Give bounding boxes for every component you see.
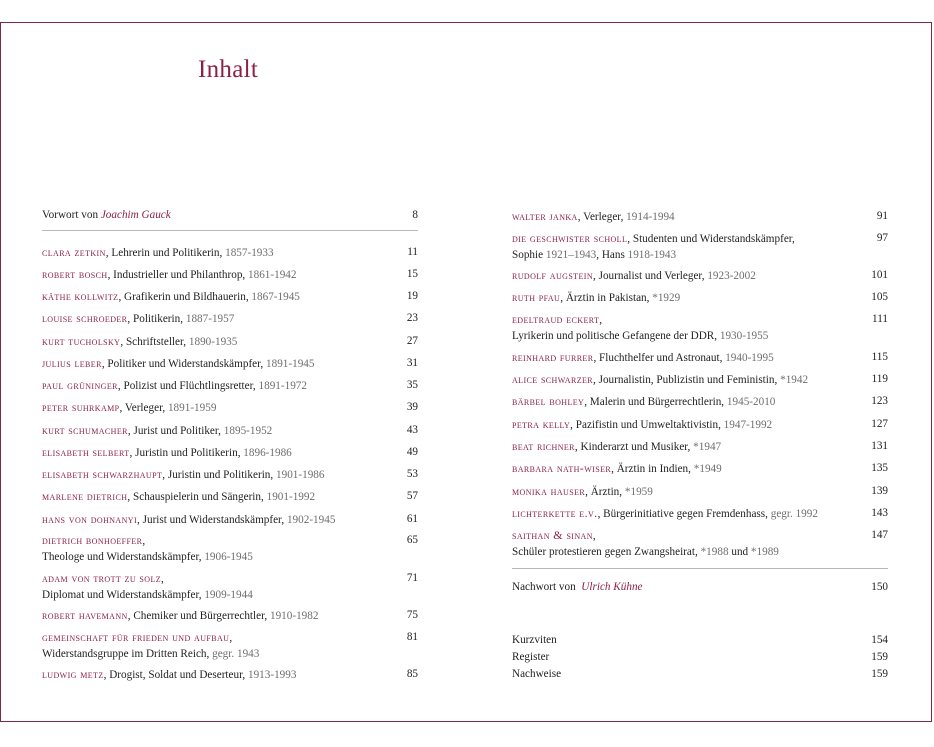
toc-entry bbox=[42, 570, 418, 603]
entry-desc: , Ärztin in Pakistan, bbox=[560, 292, 653, 304]
entry-desc: , Bürgerinitiative gegen Fremdenhass, bbox=[597, 508, 771, 520]
toc-entry bbox=[512, 230, 888, 263]
page-number: 139 bbox=[871, 485, 888, 497]
toc-entry bbox=[42, 310, 418, 327]
entry-desc: , Politiker und Widerstandskämpfer, bbox=[101, 358, 267, 370]
page-number: 119 bbox=[871, 373, 888, 385]
entry-years: *1959 bbox=[624, 486, 653, 498]
entry-name: ruth pfau bbox=[512, 290, 561, 304]
entry-desc: , Polizist und Flüchtlingsretter, bbox=[117, 380, 259, 392]
entry-years: 1930-1955 bbox=[719, 330, 769, 342]
entry-desc: , Malerin und Bürgerrechtlerin, bbox=[584, 396, 727, 408]
afterword-entry bbox=[512, 579, 888, 595]
divider bbox=[512, 568, 888, 569]
entry-desc: , Kinderarzt und Musiker, bbox=[574, 441, 694, 453]
page-number: 159 bbox=[871, 651, 888, 663]
entry-desc: , Industrieller und Philanthrop, bbox=[107, 269, 249, 281]
entry-years: 1895-1952 bbox=[223, 425, 273, 437]
toc-entry bbox=[512, 505, 888, 522]
entry-years: 1906-1945 bbox=[204, 551, 253, 563]
appendix-entry bbox=[512, 666, 888, 682]
toc-entry bbox=[42, 399, 418, 416]
page-number: 39 bbox=[406, 401, 418, 413]
entry-name: bärbel bohley bbox=[512, 394, 585, 408]
toc-entry bbox=[512, 311, 888, 344]
afterword-author: Ulrich Kühne bbox=[581, 581, 643, 593]
page-number: 81 bbox=[406, 631, 418, 643]
entry-desc: , Studenten und Widerstandskämpfer, bbox=[627, 233, 795, 245]
page-number: 15 bbox=[406, 268, 418, 280]
page-number: 150 bbox=[871, 581, 888, 593]
entry-name: kurt schumacher bbox=[42, 423, 128, 437]
toc-entry bbox=[42, 444, 418, 461]
entry-desc: , bbox=[592, 530, 596, 542]
entry-years: 1890-1935 bbox=[188, 336, 238, 348]
toc-entry bbox=[42, 288, 418, 305]
entry-name: paul grüninger bbox=[42, 378, 118, 392]
appendix-entry bbox=[512, 632, 888, 648]
toc-entry bbox=[512, 349, 888, 366]
page-number: 143 bbox=[871, 507, 888, 519]
page-number: 71 bbox=[406, 572, 418, 584]
entry-years: 1891-1972 bbox=[258, 380, 307, 392]
afterword-label: Nachwort von bbox=[512, 581, 576, 593]
page-number: 154 bbox=[871, 634, 888, 646]
entry-desc: , Ärztin in Indien, bbox=[611, 463, 694, 475]
entry-desc-line2: Diplomat und Widerstandskämpfer, bbox=[42, 589, 205, 601]
entry-years-2: *1989 bbox=[750, 546, 779, 558]
page-number: 53 bbox=[406, 468, 418, 480]
entry-desc-line2b: und bbox=[728, 546, 751, 558]
entry-name: robert bosch bbox=[42, 267, 108, 281]
entry-desc-line2: Sophie bbox=[512, 249, 546, 261]
entry-name: peter suhrkamp bbox=[42, 400, 120, 414]
toc-entry bbox=[42, 666, 418, 683]
entry-name: edeltraud eckert bbox=[512, 312, 600, 326]
entry-name: lichterkette e.v. bbox=[512, 506, 598, 520]
entry-name: gemeinschaft für frieden und aufbau bbox=[42, 630, 230, 644]
page-number: 35 bbox=[406, 379, 418, 391]
entry-years: *1929 bbox=[652, 292, 681, 304]
entry-years: 1910-1982 bbox=[269, 610, 319, 622]
page-number: 101 bbox=[871, 269, 888, 281]
entry-desc: , Grafikerin und Bildhauerin, bbox=[118, 291, 252, 303]
entry-name: beat richner bbox=[512, 439, 575, 453]
entry-years: 1940-1995 bbox=[725, 352, 774, 364]
entry-desc: , Journalistin, Publizistin und Feministin, bbox=[593, 374, 781, 386]
toc-entry bbox=[42, 244, 418, 261]
entry-desc: , Juristin und Politikerin, bbox=[162, 469, 276, 481]
entry-name: marlene dietrich bbox=[42, 489, 128, 503]
toc-entry bbox=[42, 422, 418, 439]
page-number: 111 bbox=[872, 313, 888, 325]
appendix-entry bbox=[512, 649, 888, 665]
entry-years: 1891-1959 bbox=[167, 402, 217, 414]
toc-entry bbox=[42, 466, 418, 483]
toc-entry bbox=[512, 483, 888, 500]
foreword-entry bbox=[42, 207, 418, 223]
page-number: 127 bbox=[871, 418, 888, 430]
page-number: 105 bbox=[871, 291, 888, 303]
appendix-label: Nachweise bbox=[512, 668, 562, 680]
page-number: 91 bbox=[876, 210, 888, 222]
toc-entry bbox=[512, 267, 888, 284]
entry-years: 1857-1933 bbox=[225, 247, 274, 259]
toc-entry bbox=[42, 607, 418, 624]
page-number: 8 bbox=[412, 209, 418, 221]
page-number: 61 bbox=[406, 513, 418, 525]
entry-years: 1902-1945 bbox=[286, 514, 336, 526]
entry-desc: , bbox=[229, 632, 233, 644]
entry-name: monika hauser bbox=[512, 484, 586, 498]
entry-name: alice schwarzer bbox=[512, 372, 593, 386]
entry-years: *1947 bbox=[693, 441, 722, 453]
entry-desc: , Politikerin, bbox=[127, 313, 186, 325]
entry-name: adam von trott zu solz bbox=[42, 571, 162, 585]
entry-years: 1891-1945 bbox=[266, 358, 315, 370]
page-number: 75 bbox=[406, 609, 418, 621]
entry-years: *1949 bbox=[693, 463, 722, 475]
entry-name: barbara nath-wiser bbox=[512, 461, 612, 475]
entry-years: 1921–1943 bbox=[545, 249, 597, 261]
page-number: 43 bbox=[406, 424, 418, 436]
entry-name: clara zetkin bbox=[42, 245, 106, 259]
entry-years: *1942 bbox=[780, 374, 809, 386]
page-number: 57 bbox=[406, 490, 418, 502]
page-number: 135 bbox=[871, 462, 888, 474]
entry-years: 1945-2010 bbox=[726, 396, 776, 408]
divider bbox=[42, 230, 418, 231]
foreword-label: Vorwort von bbox=[42, 209, 99, 221]
entry-name: käthe kollwitz bbox=[42, 289, 119, 303]
entry-years: 1896-1986 bbox=[243, 447, 292, 459]
entry-desc: , Schriftsteller, bbox=[120, 336, 189, 348]
entry-desc: , Jurist und Widerstandskämpfer, bbox=[137, 514, 287, 526]
toc-entry bbox=[512, 208, 888, 225]
toc-entry bbox=[512, 371, 888, 388]
entry-years: 1923-2002 bbox=[707, 270, 756, 282]
page-number: 123 bbox=[871, 395, 888, 407]
entry-years: gegr. 1943 bbox=[212, 648, 260, 660]
toc-entry bbox=[42, 266, 418, 283]
entry-name: kurt tucholsky bbox=[42, 334, 121, 348]
entry-desc: , Lehrerin und Politikerin, bbox=[105, 247, 226, 259]
entry-desc-line2: Schüler protestieren gegen Zwangsheirat, bbox=[512, 546, 701, 558]
toc-entry bbox=[512, 289, 888, 306]
entry-years: 1887-1957 bbox=[185, 313, 235, 325]
page-number: 31 bbox=[406, 357, 418, 369]
entry-name: saithan & sinan bbox=[512, 528, 593, 542]
page-number: 131 bbox=[871, 440, 888, 452]
entry-desc: , Pazifistin und Umweltaktivistin, bbox=[570, 419, 724, 431]
entry-name: hans von dohnanyi bbox=[42, 512, 138, 526]
page-number: 147 bbox=[871, 529, 888, 541]
entry-years: 1901-1992 bbox=[266, 491, 316, 503]
entry-desc: , Schauspielerin und Sängerin, bbox=[127, 491, 267, 503]
toc-entry bbox=[512, 527, 888, 560]
page-number: 97 bbox=[876, 232, 888, 244]
toc-entry bbox=[512, 416, 888, 433]
entry-name: elisabeth selbert bbox=[42, 445, 130, 459]
toc-entry bbox=[42, 511, 418, 528]
toc-entry bbox=[512, 393, 888, 410]
entry-name: reinhard furrer bbox=[512, 350, 594, 364]
entry-desc: , bbox=[161, 573, 164, 585]
page-number: 11 bbox=[407, 246, 418, 258]
entry-years: 1867-1945 bbox=[251, 291, 300, 303]
entry-desc: , Ärztin, bbox=[585, 486, 625, 498]
entry-desc: , Verleger, bbox=[577, 211, 627, 223]
toc-entry bbox=[42, 377, 418, 394]
toc-entry bbox=[512, 438, 888, 455]
toc-entry bbox=[42, 333, 418, 350]
entry-years: 1947-1992 bbox=[723, 419, 773, 431]
entry-years: 1914-1994 bbox=[626, 211, 675, 223]
entry-name: robert havemann bbox=[42, 608, 128, 622]
toc-entry bbox=[42, 488, 418, 505]
foreword-author: Joachim Gauck bbox=[100, 209, 171, 221]
entry-years: 1913-1993 bbox=[247, 669, 297, 681]
entry-desc-line2: Theologe und Widerstandskämpfer, bbox=[42, 551, 205, 563]
entry-name: walter janka bbox=[512, 209, 578, 223]
entry-desc: , Drogist, Soldat und Deserteur, bbox=[103, 669, 248, 681]
page-number: 65 bbox=[406, 534, 418, 546]
page-number: 23 bbox=[406, 312, 418, 324]
page-number: 115 bbox=[871, 351, 888, 363]
entry-desc: , Journalist und Verleger, bbox=[593, 270, 708, 282]
entry-desc: , Jurist und Politiker, bbox=[127, 425, 224, 437]
entry-desc: , bbox=[142, 535, 146, 547]
entry-desc: , bbox=[599, 314, 603, 326]
entry-name: rudolf augstein bbox=[512, 268, 593, 282]
toc-entry bbox=[42, 629, 418, 662]
entry-desc: , Chemiker und Bürgerrechtler, bbox=[127, 610, 270, 622]
entry-desc: , Juristin und Politikerin, bbox=[129, 447, 244, 459]
page-number: 27 bbox=[406, 335, 418, 347]
book-page-spread bbox=[0, 22, 932, 722]
page-title: Inhalt bbox=[198, 56, 259, 83]
entry-name: elisabeth schwarzhaupt bbox=[42, 467, 163, 481]
entry-name: ludwig metz bbox=[42, 667, 104, 681]
entry-years: 1861-1942 bbox=[248, 269, 297, 281]
entry-name: julius leber bbox=[42, 356, 102, 370]
entry-desc-line2b: , Hans bbox=[596, 249, 628, 261]
toc-entry bbox=[42, 355, 418, 372]
entry-desc: , Fluchthelfer und Astronaut, bbox=[593, 352, 726, 364]
toc-entry bbox=[512, 460, 888, 477]
entry-desc-line2: Widerstandsgruppe im Dritten Reich, bbox=[42, 648, 213, 660]
page-number: 19 bbox=[406, 290, 418, 302]
entry-name: louise schroeder bbox=[42, 311, 128, 325]
entry-name: petra kelly bbox=[512, 417, 571, 431]
toc-entry bbox=[42, 532, 418, 565]
entry-name: dietrich bonhoeffer bbox=[42, 533, 143, 547]
page-number: 49 bbox=[406, 446, 418, 458]
entry-name: die geschwister scholl bbox=[512, 231, 628, 245]
entry-years: 1901-1986 bbox=[276, 469, 325, 481]
entry-years: 1909-1944 bbox=[204, 589, 253, 601]
page-number: 85 bbox=[406, 668, 418, 680]
entry-years: *1988 bbox=[700, 546, 729, 558]
entry-years: gegr. 1992 bbox=[770, 508, 818, 520]
entry-desc: , Verleger, bbox=[119, 402, 168, 414]
page-number: 159 bbox=[871, 668, 888, 680]
entry-years-2: 1918-1943 bbox=[627, 249, 677, 261]
appendix-label: Kurzviten bbox=[512, 634, 557, 646]
entry-desc-line2: Lyrikerin und politische Gefangene der DDR, bbox=[512, 330, 720, 342]
appendix-label: Register bbox=[512, 651, 550, 663]
